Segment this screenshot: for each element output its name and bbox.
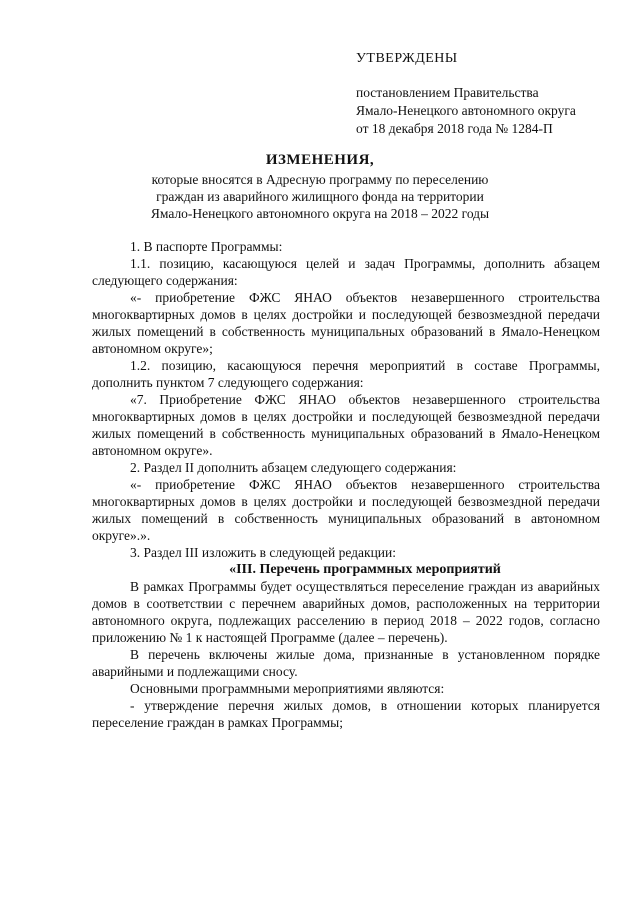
- paragraph: 1. В паспорте Программы:: [130, 239, 283, 254]
- approval-block: [356, 50, 626, 138]
- approval-line: постановлением Правительства: [356, 85, 539, 100]
- approval-title: УТВЕРЖДЕНЫ: [356, 51, 458, 66]
- document-title-block: [110, 152, 530, 222]
- title-line: которые вносятся в Адресную программу по переселению: [151, 172, 489, 187]
- paragraph: «7. Приобретение ФЖС ЯНАО объектов незавершенного строительства многоквартирных домов в целях достройки и последующей безвозмездной передачи жилых помещений в собственность муниципальных образований в Ямало-Ненецком автономном округе».: [92, 392, 600, 458]
- paragraph: 1.2. позицию, касающуюся перечня мероприятий в составе Программы, дополнить пунктом 7 следующего содержания:: [92, 358, 600, 390]
- document-body: [92, 238, 600, 731]
- approval-line: Ямало-Ненецкого автономного округа: [356, 103, 576, 118]
- title-line: граждан из аварийного жилищного фонда на территории: [156, 189, 484, 204]
- paragraph: «- приобретение ФЖС ЯНАО объектов незавершенного строительства многоквартирных домов в целях достройки и последующей безвозмездной передачи жилых помещений в собственность муниципальных образований в автономном округе».».: [92, 477, 600, 543]
- paragraph: В перечень включены жилые дома, признанные в установленном порядке аварийными и подлежащими сносу.: [92, 647, 600, 679]
- approval-line: от 18 декабря 2018 года № 1284-П: [356, 121, 553, 136]
- section-heading: «III. Перечень программных мероприятий: [229, 562, 501, 577]
- title-line: Ямало-Ненецкого автономного округа на 2018 – 2022 годы: [150, 206, 490, 221]
- document-title: ИЗМЕНЕНИЯ,: [265, 152, 375, 168]
- paragraph: «- приобретение ФЖС ЯНАО объектов незавершенного строительства многоквартирных домов в целях достройки и последующей безвозмездной передачи жилых помещений в собственность муниципальных образований в Ямало-Ненецком автономном округе»;: [92, 290, 600, 356]
- paragraph: Основными программными мероприятиями являются:: [130, 681, 445, 696]
- paragraph: В рамках Программы будет осуществляться переселение граждан из аварийных домов в соответствии с перечнем аварийных домов, расположенных на территории автономного округа, подлежащих расселению в период 2018 – 2022 годов, согласно приложению № 1 к настоящей Программе (далее – перечень).: [92, 579, 600, 645]
- paragraph: - утверждение перечня жилых домов, в отношении которых планируется переселение граждан в рамках Программы;: [92, 698, 600, 730]
- paragraph: 2. Раздел II дополнить абзацем следующего содержания:: [130, 460, 457, 475]
- paragraph: 3. Раздел III изложить в следующей редакции:: [130, 545, 397, 560]
- paragraph: 1.1. позицию, касающуюся целей и задач Программы, дополнить абзацем следующего содержания:: [92, 256, 600, 288]
